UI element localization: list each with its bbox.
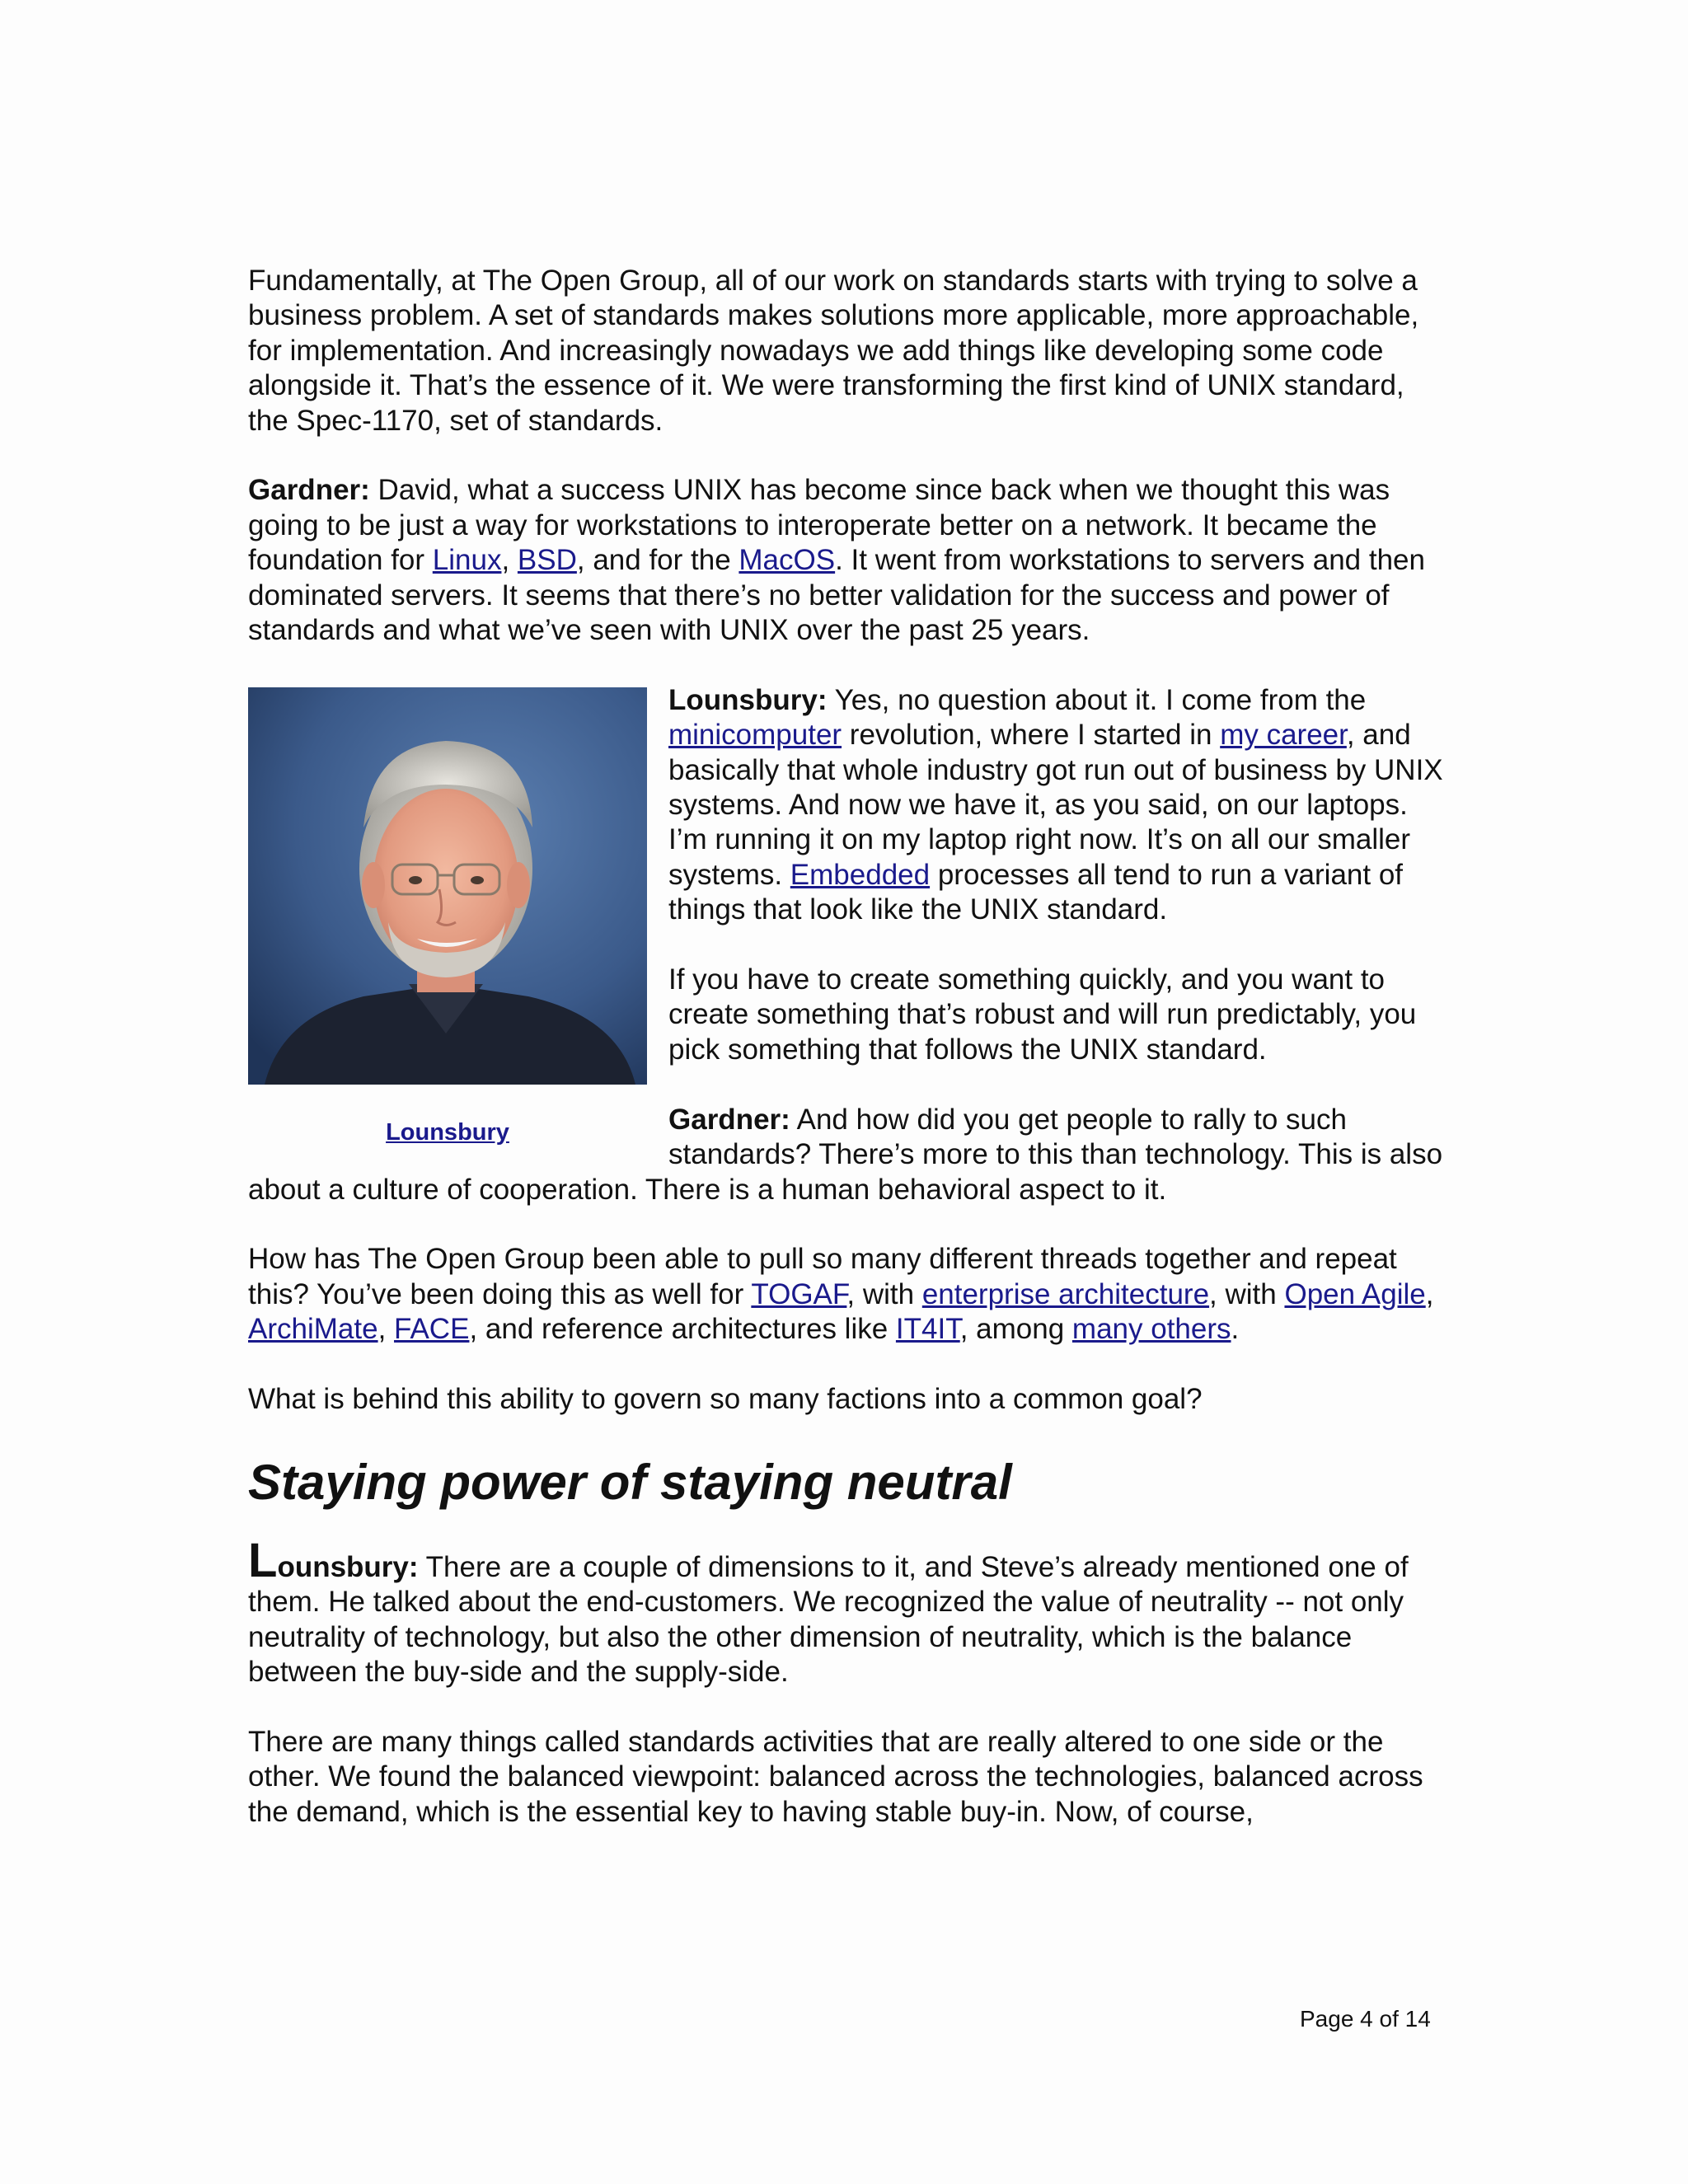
link-embedded[interactable]: Embedded <box>790 858 931 891</box>
article-body <box>248 264 1451 1864</box>
photo-caption-link[interactable]: Lounsbury <box>386 1118 509 1146</box>
link-face[interactable]: FACE <box>394 1313 470 1346</box>
lounsbury-answer-paragraph-4: There are many things called standards activities that are really altered to one side or the other. We found the balanced viewpoint: balanced across the technologies, balanced across the demand, which is the essential key to having stable buy-in. Now, of course, <box>248 1725 1423 1828</box>
link-open-agile[interactable]: Open Agile <box>1284 1277 1426 1310</box>
link-togaf[interactable]: TOGAF <box>751 1277 847 1310</box>
link-bsd[interactable]: BSD <box>517 544 577 577</box>
lounsbury-photo <box>248 687 647 1085</box>
link-it4it[interactable]: IT4IT <box>895 1313 960 1346</box>
link-many-others[interactable]: many others <box>1071 1313 1231 1346</box>
speaker-label: Gardner: <box>248 474 370 507</box>
link-my-career[interactable]: my career <box>1220 719 1347 752</box>
link-minicomputer[interactable]: minicomputer <box>668 719 842 752</box>
gardner-question-paragraph-2: Gardner: And how did you get people to rally to such standards? There’s more to this than technology. This is also about a culture of cooperation. There is a human behavioral aspect to it. <box>248 1103 1443 1206</box>
gardner-question-paragraph: Gardner: David, what a success UNIX has become since back when we thought this was going to be just a way for workstations to interoperate better on a network. It became the foundation for Linux, BSD, and for the MacOS. It went from workstations to servers and then dominated servers. It seems that there’s no better validation for the success and power of standards and what we’ve seen with UNIX over the past 25 years. <box>248 474 1425 647</box>
link-macos[interactable]: MacOS <box>738 544 836 577</box>
lounsbury-answer-paragraph-3: Lounsbury: There are a couple of dimensions to it, and Steve’s already mentioned one of them. He talked about the end-customers. We recognized the value of neutrality -- not only neutrality of technology, but also the other dimension of neutrality, which is the balance between the buy-side and the supply-side. <box>248 1533 1409 1688</box>
gardner-question-paragraph-4: What is behind this ability to govern so many factions into a common goal? <box>248 1382 1203 1415</box>
gardner-question-paragraph-3: How has The Open Group been able to pull so many different threads together and repeat this? You’ve been doing this as well for TOGAF, with enterprise architecture, with Open Agile, ArchiMate, FACE, and reference architectures like IT4IT, among many others. <box>248 1243 1434 1346</box>
lounsbury-answer-paragraph-2: If you have to create something quickly, and you want to create something that’s robust and will run predictably, you pick something that follows the UNIX standard. <box>668 963 1417 1066</box>
drop-cap: L <box>248 1533 278 1587</box>
lounsbury-answer-paragraph: Lounsbury: Yes, no question about it. I come from the minicomputer revolution, where I started in my career, and basically that whole industry got run out of business by UNIX systems. And now we have it, as you said, on our laptops. I’m running it on my laptop right now. It’s on all our smaller systems. Embedded processes all tend to run a variant of things that look like the UNIX standard. <box>668 683 1443 926</box>
portrait-figure <box>248 687 668 1149</box>
speaker-label: Lounsbury: <box>668 683 828 716</box>
speaker-label: Gardner: <box>668 1103 790 1136</box>
section-heading: Staying power of staying neutral <box>248 1454 1012 1510</box>
intro-paragraph: Fundamentally, at The Open Group, all of our work on standards starts with trying to solve a business problem. A set of standards makes solutions more applicable, more approachable, for implementation. And increasingly nowadays we add things like developing some code alongside it. That’s the essence of it. We were transforming the first kind of UNIX standard, the Spec-1170, set of standards. <box>248 265 1419 437</box>
link-linux[interactable]: Linux <box>432 544 502 577</box>
page-number: Page 4 of 14 <box>1300 2006 1431 2032</box>
link-enterprise-architecture[interactable]: enterprise architecture <box>921 1277 1210 1310</box>
speaker-label: ounsbury: <box>277 1550 419 1583</box>
link-archimate[interactable]: ArchiMate <box>248 1313 378 1346</box>
